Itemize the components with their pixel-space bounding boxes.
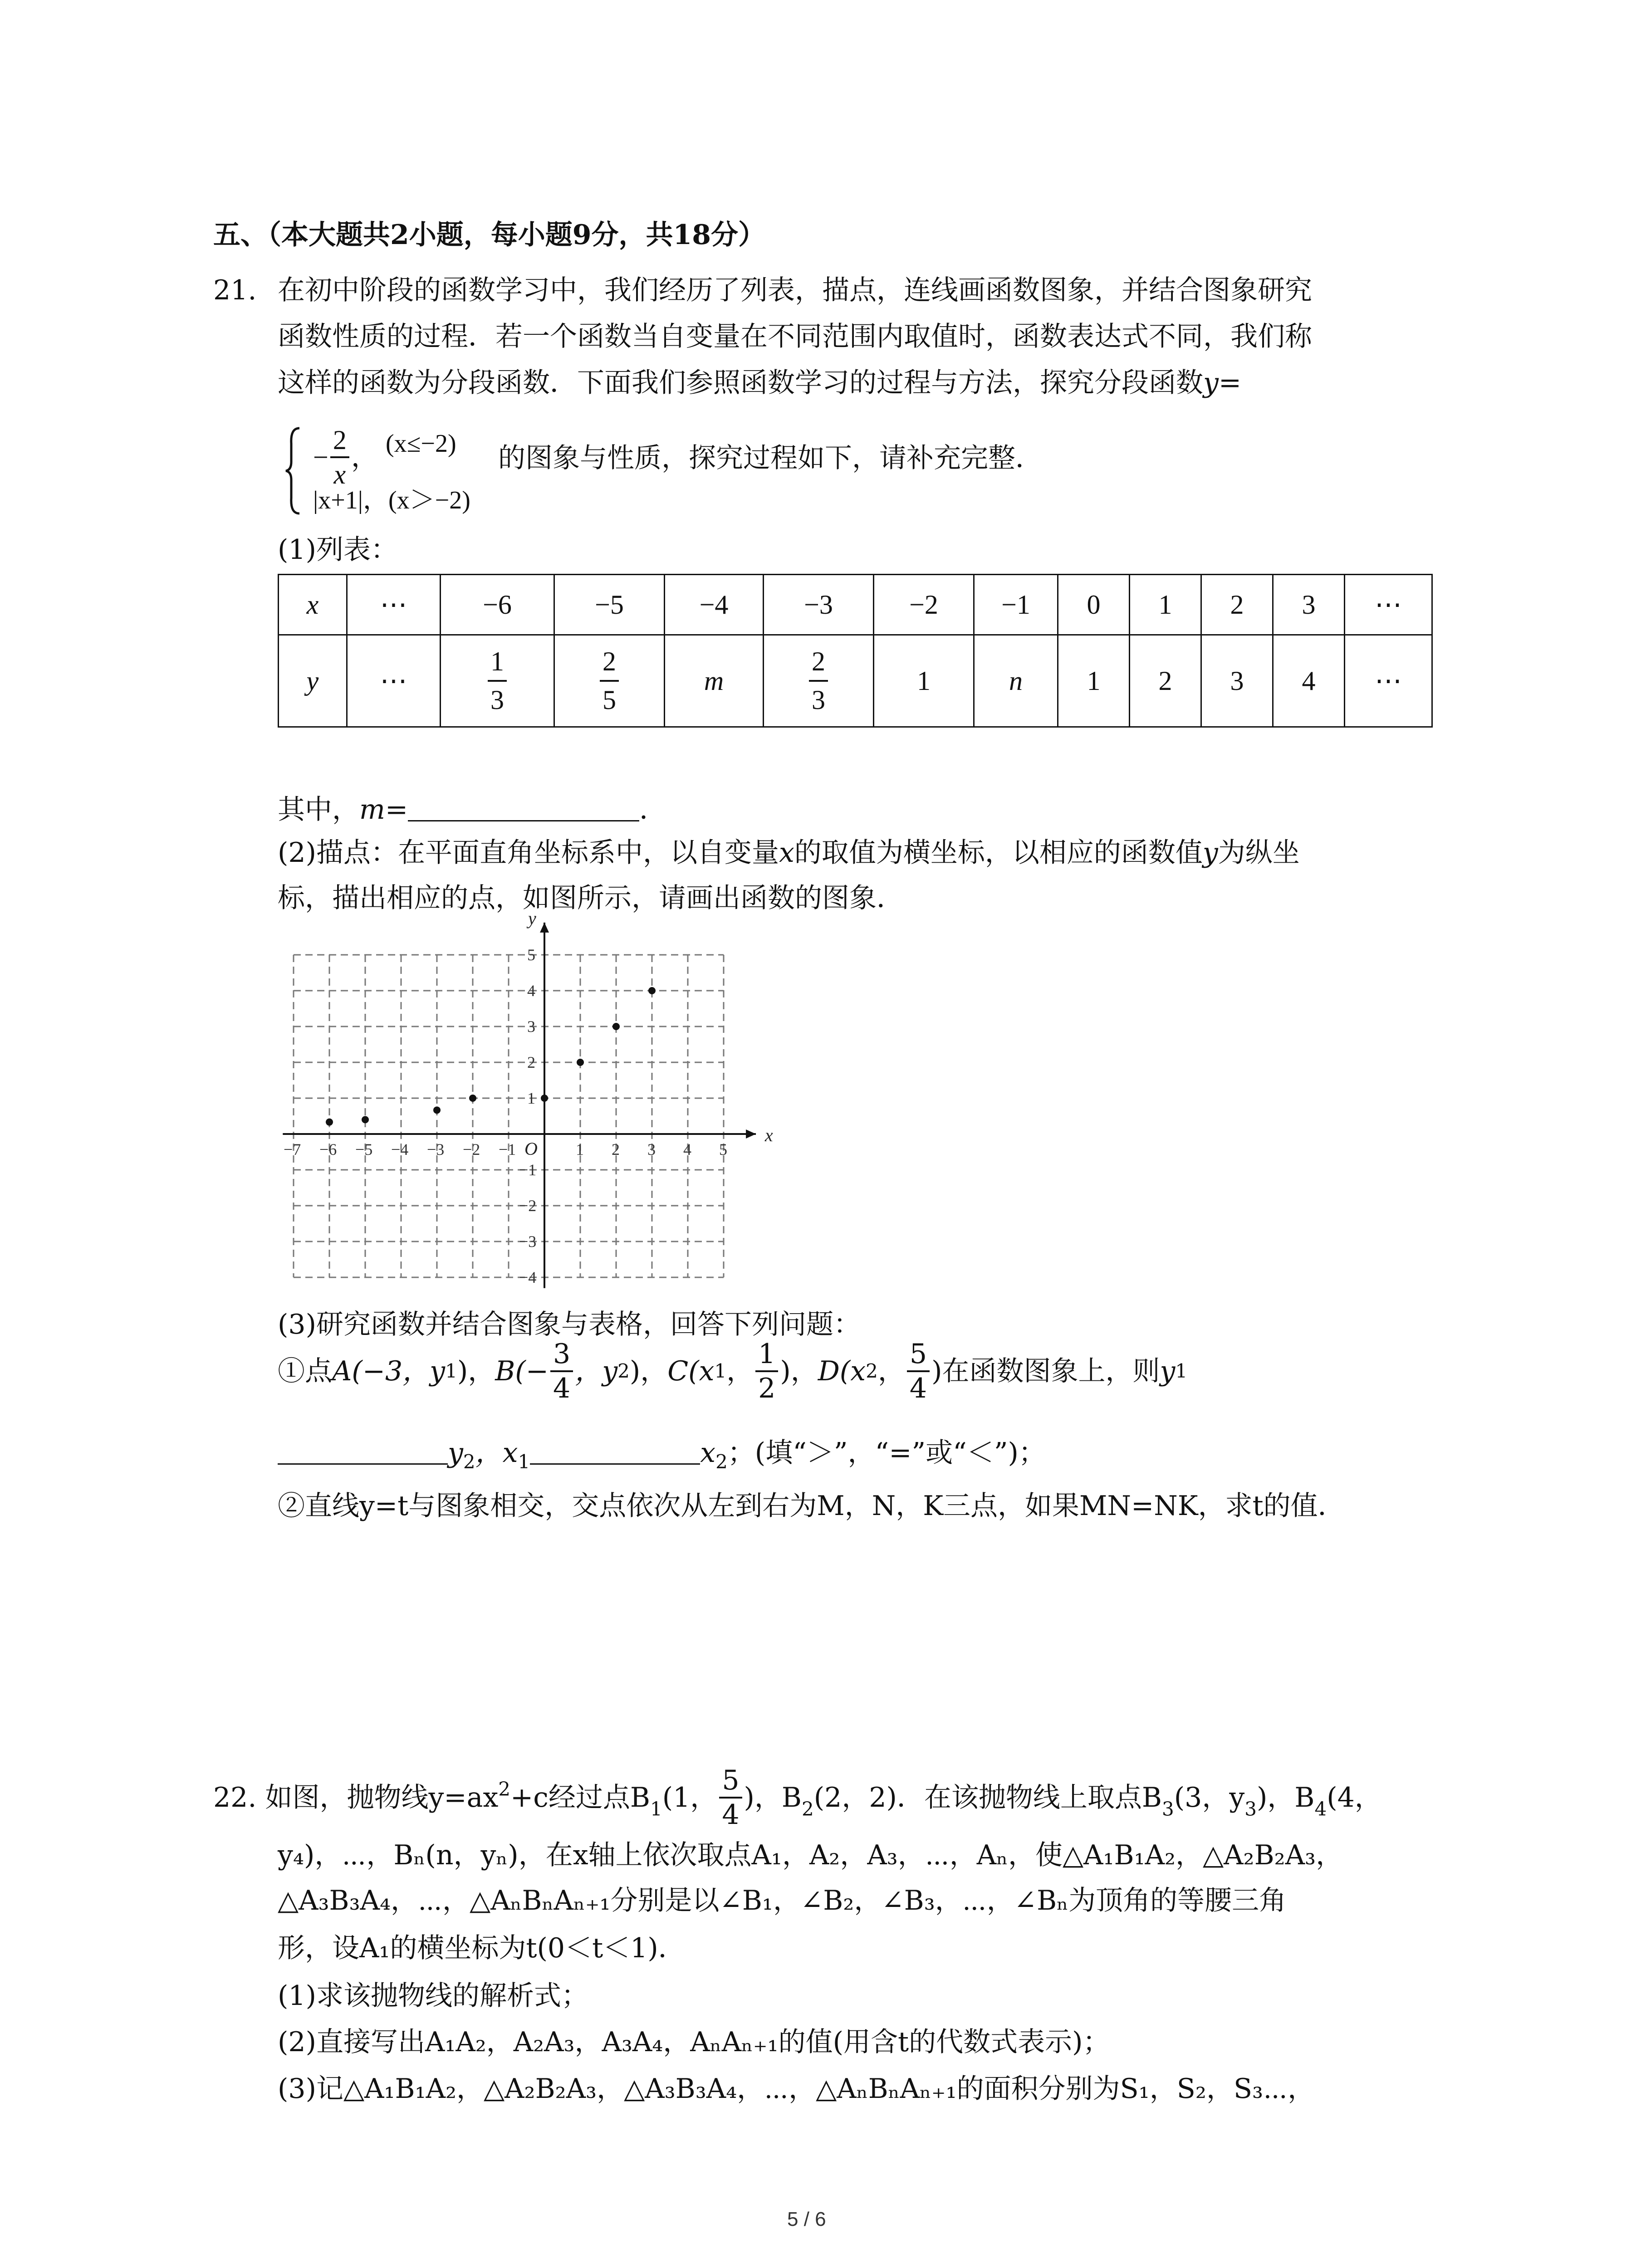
fraction (600, 646, 619, 716)
fraction-den: 3 (488, 680, 507, 716)
q22-l1-b: +c经过点B (510, 1782, 650, 1813)
sub1-B-rest: ，y (575, 1355, 618, 1387)
sub1-a: ①点 (278, 1355, 332, 1387)
m-answer-line (278, 794, 667, 826)
sub1-line1 (278, 1340, 1187, 1402)
piece1-num: 2 (333, 425, 347, 455)
plotted-point (612, 1023, 620, 1030)
q22-line3: △A₃B₃A₄，⋯，△AₙBₙAₙ₊₁分别是以∠B₁，∠B₂，∠B₃，⋯，∠Bₙ为顶角的等腰三角 (278, 1885, 1287, 1916)
fraction-num: 1 (758, 1338, 776, 1370)
sub1-B-sub: 2 (617, 1360, 630, 1382)
sub1-D-fraction (907, 1340, 930, 1402)
q22-part3: (3)记△A₁B₁A₂，△A₂B₂A₃，△A₃B₃A₄，⋯，△AₙBₙAₙ₊₁的面积分别为S₁，S₂，S₃⋯， (278, 2073, 1315, 2105)
table-cell-x: −4 (665, 575, 764, 635)
sub1-C: C(x (667, 1355, 715, 1387)
fraction (809, 646, 828, 716)
plotted-point (577, 1059, 584, 1066)
table-cell-y: ⋯ (1345, 635, 1432, 727)
sub1-line2 (278, 1438, 1046, 1471)
y-axis-label: y (528, 908, 536, 929)
plotted-point (326, 1119, 333, 1126)
table-row-y (279, 635, 1432, 727)
piece1 (313, 426, 378, 488)
plotted-point (362, 1116, 369, 1123)
fraction-num: 5 (722, 1765, 740, 1796)
section-header: 五、（本大题共2小题，每小题9分，共18分） (213, 219, 765, 251)
q22-fraction (719, 1765, 742, 1831)
fraction-den: 5 (600, 680, 619, 716)
q22-line2: y₄)，⋯，Bₙ(n，yₙ)，在x轴上依次取点A₁，A₂，A₃，⋯，Aₙ，使△A₁B₁A₂，△A₂B₂A₃， (278, 1839, 1343, 1871)
fraction-den: 4 (719, 1797, 742, 1828)
q22-l1-f-sub: 3 (1244, 1798, 1257, 1820)
sub2: ②直线y=t与图象相交，交点依次从左到右为M，N，K三点，如果MN=NK，求t的值． (278, 1490, 1345, 1522)
q22-l1-h: (4， (1327, 1782, 1382, 1813)
sub1-y1: y (1160, 1355, 1176, 1387)
x-tick-label: 1 (576, 1140, 584, 1158)
page-number: 5 / 6 (787, 2208, 826, 2230)
table-cell-y: ⋯ (347, 635, 441, 727)
m-var: m (359, 794, 385, 826)
sub1-C-comma: ， (726, 1355, 754, 1387)
q22-l1-e: (2，2)．在该抛物线上取点B (813, 1782, 1162, 1813)
q21-intro-line2: 函数性质的过程．若一个函数当自变量在不同范围内取值时，函数表达式不同，我们称 (278, 321, 1312, 352)
table-cell-y: 1 (1058, 635, 1130, 727)
table-cell-x: −6 (441, 575, 554, 635)
x-tick-label: −6 (319, 1140, 337, 1158)
sub1-line2-x2: x (700, 1437, 716, 1469)
table-cell-y: 2 (1130, 635, 1201, 727)
table-header-x: x (279, 575, 347, 635)
fraction-den: 2 (755, 1370, 778, 1402)
piece2-expr: |x+1|， (313, 486, 389, 514)
q21-intro-line1: 在初中阶段的函数学习中，我们经历了列表，描点，连线画函数图象，并结合图象研究 (278, 274, 1312, 306)
y-tick-label: 2 (527, 1053, 535, 1071)
sub1-y1-sub: 1 (1175, 1360, 1188, 1382)
q22-l1-e-sub: 3 (1162, 1798, 1174, 1820)
plotted-point (541, 1095, 548, 1102)
q22-l1-f: (3，y (1174, 1782, 1245, 1813)
table-cell-x: 0 (1058, 575, 1130, 635)
q22-part2: (2)直接写出A₁A₂，A₂A₃，A₃A₄，AₙAₙ₊₁的值(用含t的代数式表示)； (278, 2026, 1110, 2058)
fraction-num: 2 (812, 646, 825, 676)
x-tick-label: −3 (427, 1140, 445, 1158)
sub1-line2-tail: ；(填“＞”，“=”或“＜”)； (727, 1437, 1046, 1469)
sub1-line2-x1-sub: 1 (518, 1451, 530, 1473)
q22-l1-d-sub: 2 (802, 1798, 814, 1820)
fraction-num: 2 (603, 646, 616, 676)
part2-y: y (1202, 837, 1218, 869)
sub1-B: B(− (495, 1355, 549, 1387)
x-tick-label: −1 (499, 1140, 516, 1158)
compare-blank-2[interactable] (530, 1438, 700, 1465)
sub1-D: D(x (818, 1355, 866, 1387)
table-cell-y: 3 (1201, 635, 1273, 727)
sub1-A: A(−3，y (332, 1355, 446, 1387)
coordinate-graph (272, 908, 780, 1311)
fraction-den: 4 (907, 1370, 930, 1402)
y-tick-label: 5 (527, 946, 535, 964)
m-prefix: 其中， (278, 794, 359, 826)
piecewise-brace (284, 425, 302, 516)
y-tick-label: 3 (527, 1017, 535, 1036)
table-cell-y: n (974, 635, 1058, 727)
piece1-den: x (330, 456, 349, 488)
q22-l1-c: (1， (662, 1782, 718, 1813)
piece1-sep: ， (351, 442, 378, 472)
q22-number: 22. (213, 1782, 257, 1813)
m-eq: = (385, 794, 408, 826)
part2-line1-b: 的取值为横坐标，以相应的函数值 (794, 837, 1203, 869)
table-cell-y: 4 (1273, 635, 1345, 727)
table-cell-y: m (665, 635, 764, 727)
q22-line4: 形，设A₁的横坐标为t(0＜t＜1)． (278, 1932, 686, 1964)
sub1-A-close: )， (457, 1355, 495, 1387)
sub1-line2-y2: y (448, 1437, 463, 1469)
intro-tail: 的图象与性质，探究过程如下，请补充完整． (498, 442, 1043, 474)
fraction (488, 646, 507, 716)
q21-intro-y: y= (1203, 367, 1242, 399)
table-cell-y (764, 635, 874, 727)
part2-line1-a: (2)描点：在平面直角坐标系中，以自变量 (278, 837, 779, 869)
table-cell-y: 1 (874, 635, 974, 727)
sub1-line2-comma: ，x (475, 1437, 518, 1469)
x-tick-label: 5 (719, 1140, 727, 1158)
fraction-den: 3 (809, 680, 828, 716)
table-cell-x: ⋯ (1345, 575, 1432, 635)
q21-intro-line3 (278, 367, 1242, 399)
fraction-num: 5 (909, 1338, 927, 1370)
x-tick-label: −7 (284, 1140, 301, 1158)
table-cell-x: −5 (554, 575, 665, 635)
m-suffix: ． (639, 794, 667, 826)
q22-part1: (1)求该抛物线的解析式； (278, 1980, 588, 2012)
sub1-line2-y2-sub: 2 (463, 1451, 475, 1473)
y-axis-arrow (540, 923, 549, 933)
q22-line1 (213, 1765, 1382, 1831)
part2-line1 (278, 837, 1300, 869)
fraction-num: 3 (553, 1338, 571, 1370)
plotted-point (648, 987, 656, 994)
x-tick-label: 4 (683, 1140, 691, 1158)
plotted-point (433, 1106, 441, 1114)
table-cell-x: 3 (1273, 575, 1345, 635)
q22-l1-b-sub: 1 (650, 1798, 662, 1820)
table-cell-x: −1 (974, 575, 1058, 635)
y-tick-label: −2 (519, 1197, 537, 1215)
compare-blank-1[interactable] (278, 1438, 448, 1465)
q22-l1-a: 如图，抛物线y=ax (265, 1782, 499, 1813)
piece1-neg: − (313, 442, 328, 472)
sub1-D-close: )在函数图象上，则 (931, 1355, 1160, 1387)
y-tick-label: 1 (527, 1089, 535, 1107)
sub1-D-sub: 2 (866, 1360, 878, 1382)
sub1-B-close: )， (629, 1355, 668, 1387)
q22-l1-sup: 2 (498, 1778, 511, 1800)
x-tick-label: 2 (612, 1140, 620, 1158)
piece2-cond: (x＞−2) (388, 486, 470, 514)
piece1-fraction (330, 426, 349, 488)
y-tick-label: −3 (519, 1232, 537, 1251)
sub1-C-fraction (755, 1340, 778, 1402)
table-header-y: y (279, 635, 347, 727)
piece1-cond: (x≤−2) (386, 430, 456, 458)
y-tick-label: −4 (519, 1268, 537, 1286)
q21-intro-line3-text: 这样的函数为分段函数．下面我们参照函数学习的过程与方法，探究分段函数 (278, 367, 1203, 399)
fraction-den: 4 (550, 1370, 573, 1402)
part1-label: (1)列表： (278, 534, 398, 566)
table-cell-y (441, 635, 554, 727)
x-axis-arrow (746, 1129, 756, 1139)
sub1-C-sub: 1 (714, 1360, 727, 1382)
y-tick-label: 4 (527, 982, 535, 1000)
table-row-x (279, 575, 1432, 635)
y-tick-label: −1 (519, 1161, 537, 1179)
x-tick-label: −2 (463, 1140, 480, 1158)
table-cell-y (554, 635, 665, 727)
part2-x: x (779, 837, 794, 869)
table-cell-x: −2 (874, 575, 974, 635)
m-blank[interactable] (408, 794, 639, 821)
sub1-C-close: )， (780, 1355, 818, 1387)
sub1-B-fraction (550, 1340, 573, 1402)
part3-label: (3)研究函数并结合图象与表格，回答下列问题： (278, 1309, 861, 1340)
sub1-line2-x2-sub: 2 (715, 1451, 728, 1473)
table-cell-x: ⋯ (347, 575, 441, 635)
table-cell-x: 1 (1130, 575, 1201, 635)
table-cell-x: −3 (764, 575, 874, 635)
q22-l1-g-sub: 4 (1314, 1798, 1327, 1820)
q22-l1-d: )，B (744, 1782, 802, 1813)
x-tick-label: 3 (647, 1140, 656, 1158)
values-table (278, 574, 1433, 728)
sub1-D-comma: ， (877, 1355, 905, 1387)
table-cell-x: 2 (1201, 575, 1273, 635)
origin-label: O (524, 1139, 538, 1159)
q21-number: 21. (213, 274, 257, 306)
x-tick-label: −5 (355, 1140, 373, 1158)
plotted-point (469, 1095, 476, 1102)
fraction-num: 1 (490, 646, 504, 676)
x-tick-label: −4 (391, 1140, 409, 1158)
piece2 (313, 488, 470, 513)
part2-line2: 标，描出相应的点，如图所示，请画出函数的图象． (278, 882, 904, 914)
q22-l1-g: )，B (1256, 1782, 1315, 1813)
part2-line1-c: 为纵坐 (1218, 837, 1300, 869)
x-axis-label: x (764, 1125, 773, 1145)
sub1-A-sub: 1 (445, 1360, 457, 1382)
